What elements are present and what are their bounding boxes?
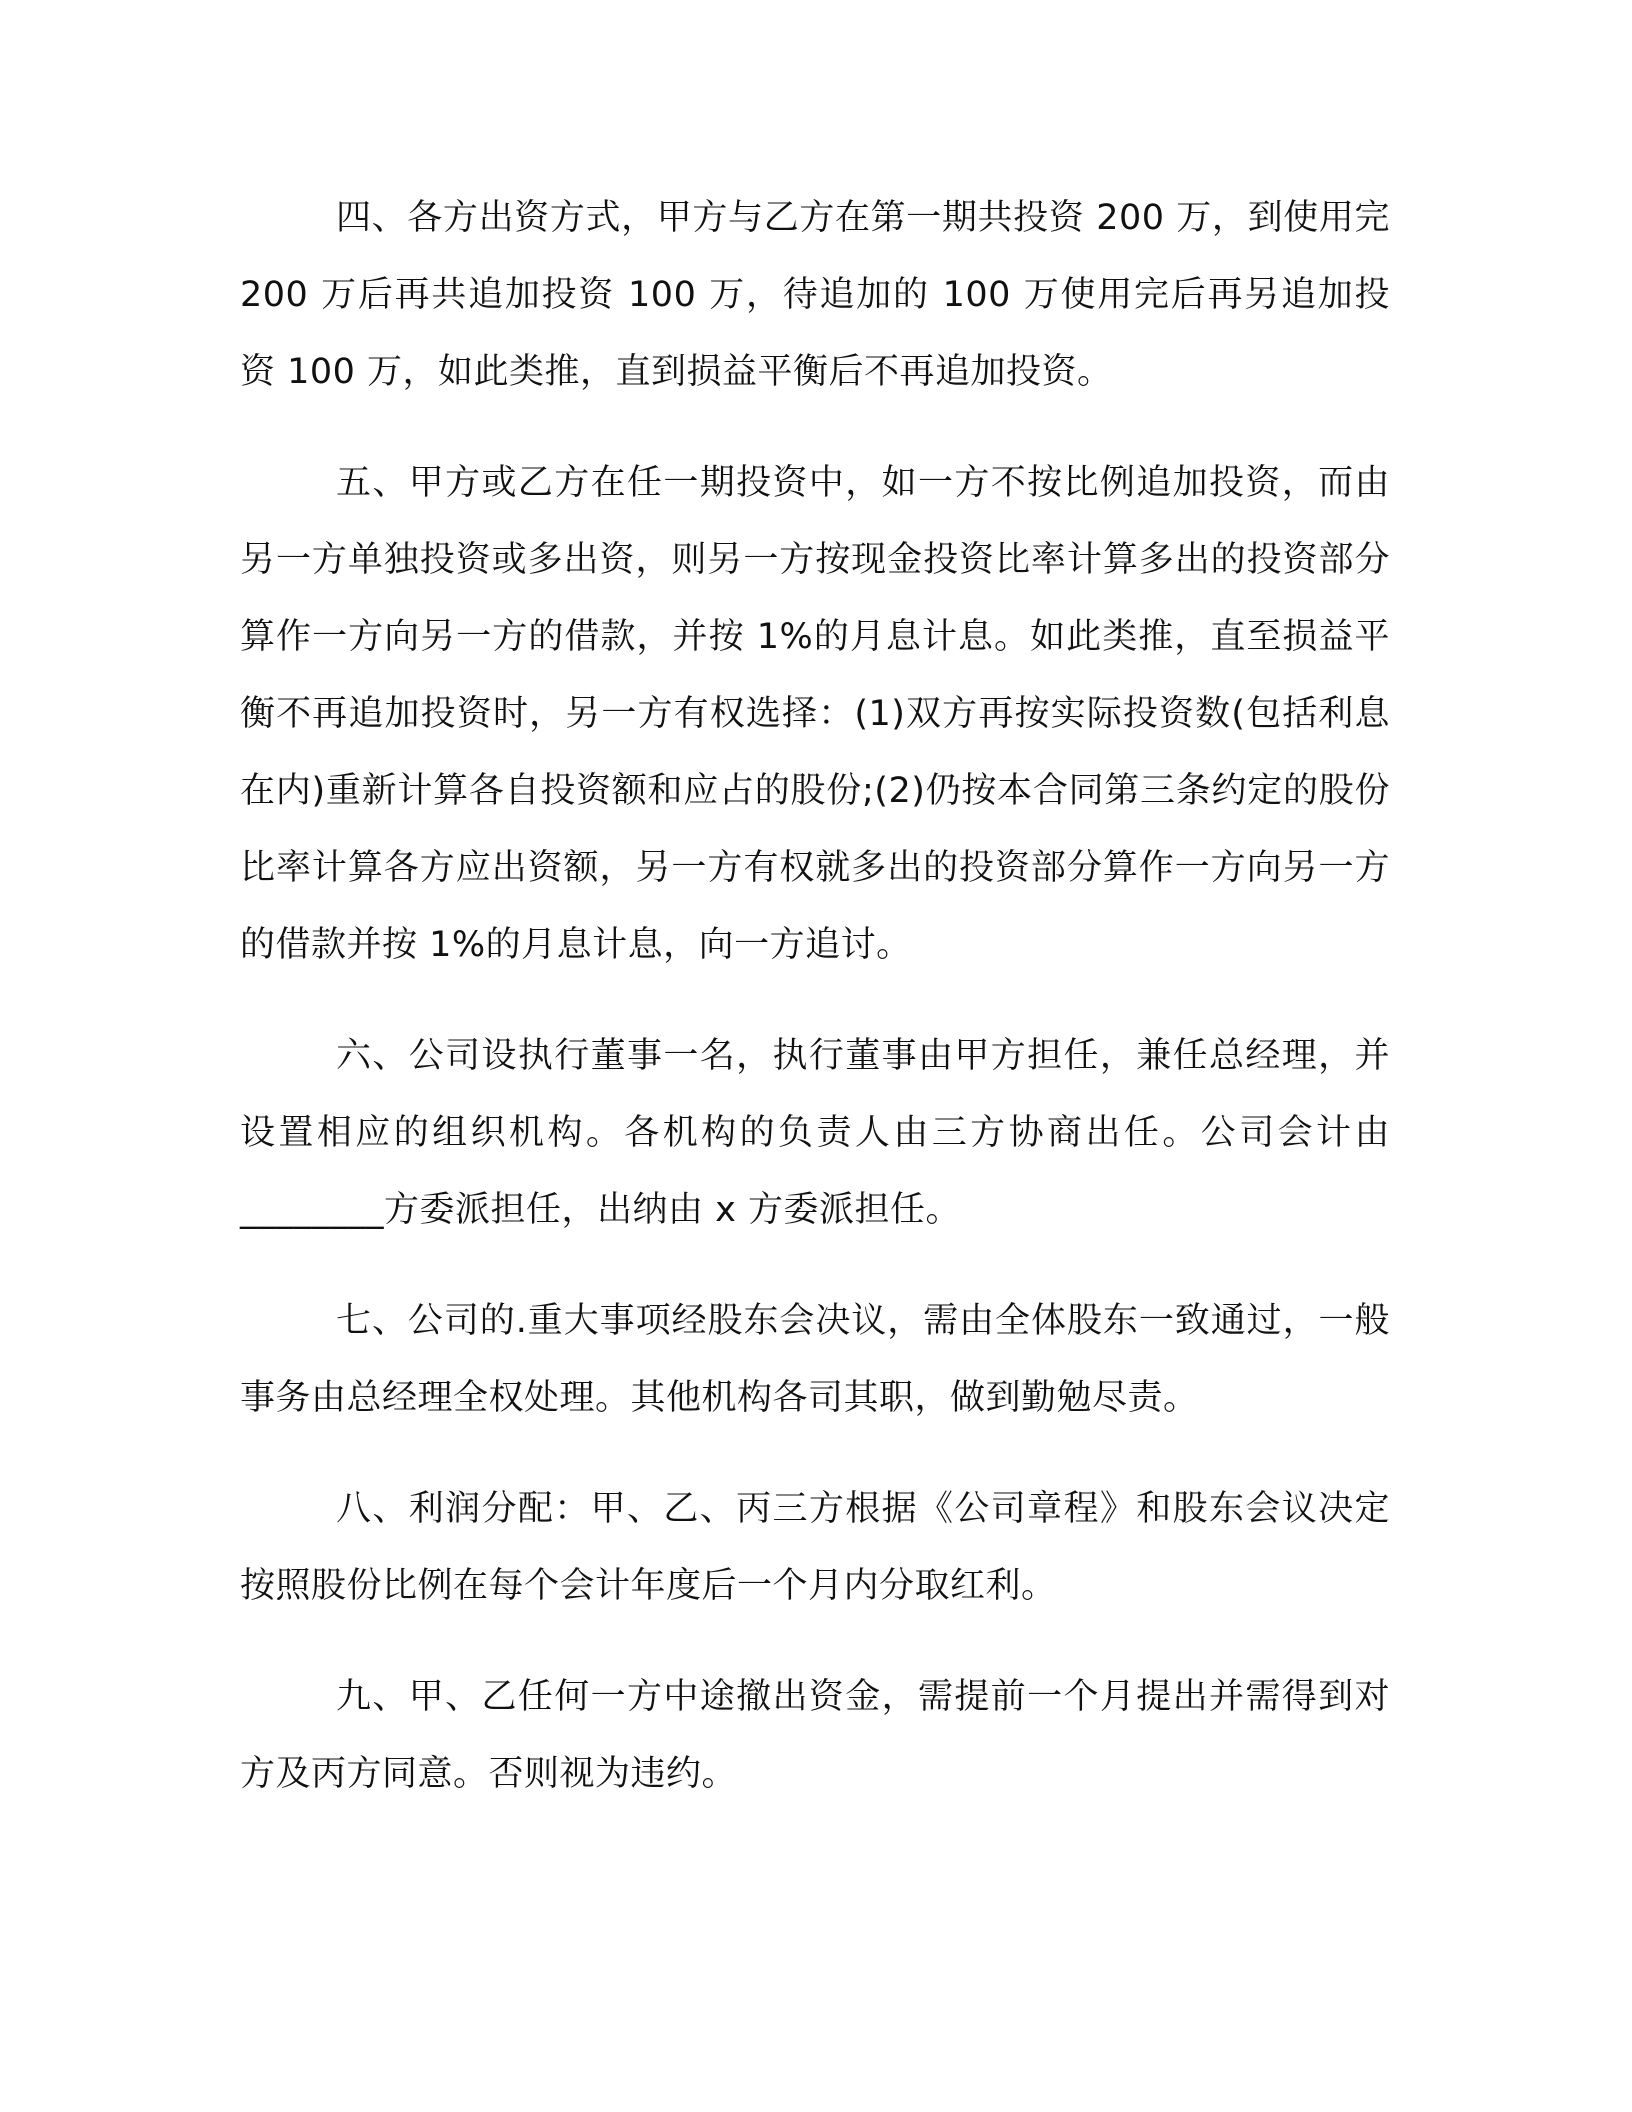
clause-9-paragraph: 九、甲、乙任何一方中途撤出资金，需提前一个月提出并需得到对方及丙方同意。否则视为违约。 [240, 1677, 1390, 1794]
clause-6-paragraph: 六、公司设执行董事一名，执行董事由甲方担任，兼任总经理，并设置相应的组织机构。各机构的负责人由三方协商出任。公司会计由________方委派担任，出纳由 x 方委派担任。 [240, 1036, 1390, 1230]
clause-4-paragraph: 四、各方出资方式，甲方与乙方在第一期共投资 200 万，到使用完 200 万后再共追加投资 100 万，待追加的 100 万使用完后再另追加投资 100 万，如此类推，直到损益平衡后不再追加投资。 [240, 198, 1390, 392]
clause-8-paragraph: 八、利润分配：甲、乙、丙三方根据《公司章程》和股东会议决定按照股份比例在每个会计年度后一个月内分取红利。 [240, 1489, 1390, 1606]
document-body [240, 180, 1390, 1813]
clause-5-paragraph: 五、甲方或乙方在任一期投资中，如一方不按比例追加投资，而由另一方单独投资或多出资，则另一方按现金投资比率计算多出的投资部分算作一方向另一方的借款，并按 1%的月息计息。如此类推，直至损益平衡不再追加投资时，另一方有权选择：(1)双方再按实际投资数(包括利息在内)重新计算各自投资额和应占的股份;(2)仍按本合同第三条约定的股份比率计算各方应出资额，另一方有权就多出的投资部分算作一方向另一方的借款并按 1%的月息计息，向一方追讨。 [240, 463, 1390, 965]
clause-7-paragraph: 七、公司的.重大事项经股东会决议，需由全体股东一致通过，一般事务由总经理全权处理。其他机构各司其职，做到勤勉尽责。 [240, 1301, 1390, 1418]
